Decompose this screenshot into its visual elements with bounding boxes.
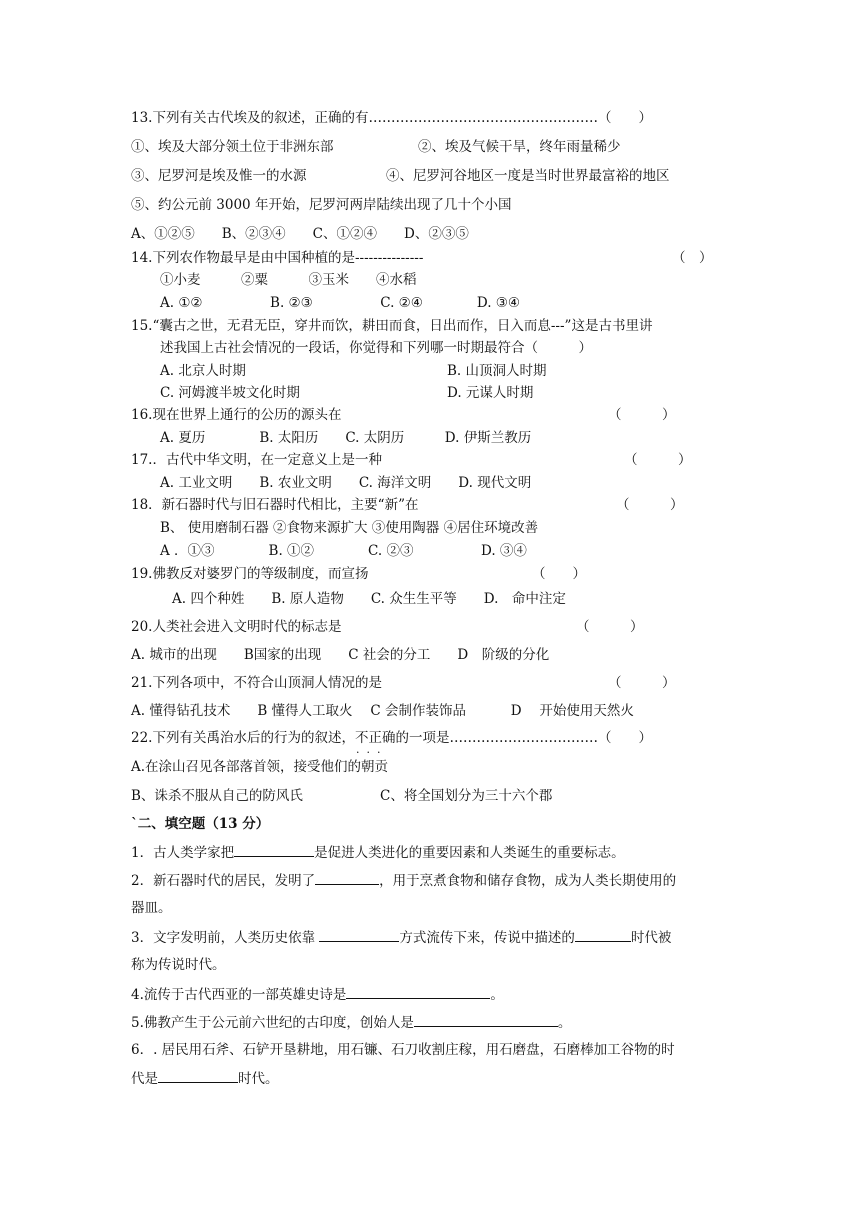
q20-stem: 20.人类社会进入文明时代的标志是: [131, 619, 342, 635]
q14-items: ①小麦 ②粟 ③玉米 ④水稻: [160, 272, 417, 288]
q14-stem: 14.下列农作物最早是由中国种植的是---------------: [131, 250, 424, 266]
q21-answer-paren: （ ）: [608, 675, 676, 691]
q13-stem: 13.下列有关古代埃及的叙述，正确的有……………………………………………（ ）: [131, 110, 652, 126]
fill-2-blank[interactable]: [315, 870, 379, 885]
fill-6-line2: [131, 1068, 279, 1088]
q18-answer-paren: （ ）: [616, 497, 684, 513]
fill-6-line1: 6．. 居民用石斧、石铲开垦耕地，用石镰、石刀收割庄稼，用石磨盘，石磨棒加工谷物的时: [131, 1042, 675, 1058]
fill-1-blank[interactable]: [234, 842, 314, 857]
q18-choices: A ．①③ B. ①② C. ②③ D. ③④: [160, 543, 527, 559]
fill-5-pre: 5.佛教产生于公元前六世纪的古印度，创始人是: [131, 1015, 414, 1031]
q15-option-d: D. 元谋人时期: [447, 385, 534, 401]
q22-stem-post: 的一项是……………………………（ ）: [395, 730, 652, 746]
q16-stem: 16.现在世界上通行的公历的源头在: [131, 407, 342, 423]
fill-5-blank[interactable]: [414, 1012, 558, 1027]
q22-option-a: A.在涂山召见各部落首领，接受他们的朝贡: [131, 759, 389, 775]
fill-6-pre: 代是: [131, 1071, 158, 1087]
q13-option-4: ④、尼罗河谷地区一度是当时世界最富裕的地区: [386, 168, 670, 184]
q16-answer-paren: （ ）: [608, 407, 676, 423]
fill-1-pre: 1．古人类学家把: [131, 845, 235, 861]
q22-emphasis: 不正确 · · ·: [355, 730, 396, 746]
q17-choices: A. 工业文明 B. 农业文明 C. 海洋文明 D. 现代文明: [160, 475, 532, 491]
q13-choices: A、①②⑤ B、②③④ C、①②④ D、②③⑤: [131, 226, 469, 242]
q18-items: B、 使用磨制石器 ②食物来源扩大 ③使用陶器 ④居住环境改善: [160, 520, 539, 536]
q15-option-c: C. 河姆渡半坡文化时期: [160, 385, 300, 401]
fill-3-mid: 方式流传下来，传说中描述的: [399, 930, 575, 946]
fill-4-blank[interactable]: [346, 984, 490, 999]
fill-1: [131, 842, 625, 862]
fill-4-pre: 4.流传于古代西亚的一部英雄史诗是: [131, 987, 347, 1003]
q14-answer-paren: （ ）: [672, 250, 713, 266]
fill-2-pre: 2．新石器时代的居民，发明了: [131, 873, 316, 889]
q21-choices: A. 懂得钻孔技术 B 懂得人工取火 C 会制作装饰品 D 开始使用天然火: [131, 703, 634, 719]
fill-3-blank-2[interactable]: [575, 927, 631, 942]
q21-stem: 21.下列各项中，不符合山顶洞人情况的是: [131, 675, 382, 691]
q20-answer-paren: （ ）: [576, 619, 644, 635]
fill-3-pre: 3．文字发明前，人类历史依靠: [131, 930, 320, 946]
q19-answer-paren: （ ）: [532, 566, 586, 582]
fill-6-post: 时代。: [238, 1071, 279, 1087]
fill-5: [131, 1012, 571, 1032]
q16-choices: A. 夏历 B. 太阳历 C. 太阴历 D. 伊斯兰教历: [160, 430, 532, 446]
q15-option-b: B. 山顶洞人时期: [447, 363, 547, 379]
fill-2-line2: 器皿。: [131, 900, 172, 916]
q20-choices: A. 城市的出现 B国家的出现 C 社会的分工 D 阶级的分化: [131, 647, 550, 663]
fill-4: [131, 984, 504, 1004]
fill-5-post: 。: [557, 1015, 572, 1031]
q22-stem-pre: 22.下列有关禹治水后的行为的叙述，: [131, 730, 355, 746]
q13-option-2: ②、埃及气候干旱，终年雨量稀少: [418, 139, 621, 155]
q18-stem: 18．新石器时代与旧石器时代相比，主要“新”在: [131, 497, 419, 513]
q17-stem: 17.．古代中华文明，在一定意义上是一种: [131, 452, 382, 468]
q19-stem: 19.佛教反对婆罗门的等级制度，而宣扬: [131, 566, 369, 582]
fill-4-post: 。: [490, 987, 504, 1003]
q13-option-5: ⑤、约公元前 3000 年开始，尼罗河两岸陆续出现了几十个小国: [131, 197, 512, 213]
fill-2: [131, 870, 676, 890]
q22-option-c: C、将全国划分为三十六个郡: [380, 788, 553, 804]
fill-3: [131, 927, 671, 947]
section-title: `二、填空题（13 分）: [131, 816, 270, 832]
fill-3-post: 时代被: [630, 930, 672, 946]
q15-stem-line1: 15.“囊古之世，无君无臣，穿井而饮，耕田而食，日出而作，日入而息---”这是古书里讲: [131, 318, 653, 334]
q13-option-1: ①、埃及大部分领土位于非洲东部: [131, 139, 334, 155]
fill-1-post: 是促进人类进化的重要因素和人类诞生的重要标志。: [314, 845, 625, 861]
fill-3-line2: 称为传说时代。: [131, 957, 226, 973]
fill-2-post: ，用于烹煮食物和储存食物，成为人类长期使用的: [379, 873, 677, 889]
q15-option-a: A. 北京人时期: [160, 363, 246, 379]
q15-stem-line2: 述我国上古社会情况的一段话，你觉得和下列哪一时期最符合（ ）: [160, 340, 592, 356]
q17-answer-paren: （ ）: [624, 452, 692, 468]
q22-option-b: B、诛杀不服从自己的防风氏: [131, 788, 303, 804]
q14-choices: A. ①② B. ②③ C. ②④ D. ③④: [160, 295, 521, 311]
fill-3-blank-1[interactable]: [319, 927, 399, 942]
q19-choices: A. 四个种姓 B. 原人造物 C. 众生生平等 D. 命中注定: [172, 591, 566, 607]
fill-6-blank[interactable]: [158, 1068, 238, 1083]
q22-stem: [131, 728, 652, 748]
q13-option-3: ③、尼罗河是埃及惟一的水源: [131, 168, 307, 184]
